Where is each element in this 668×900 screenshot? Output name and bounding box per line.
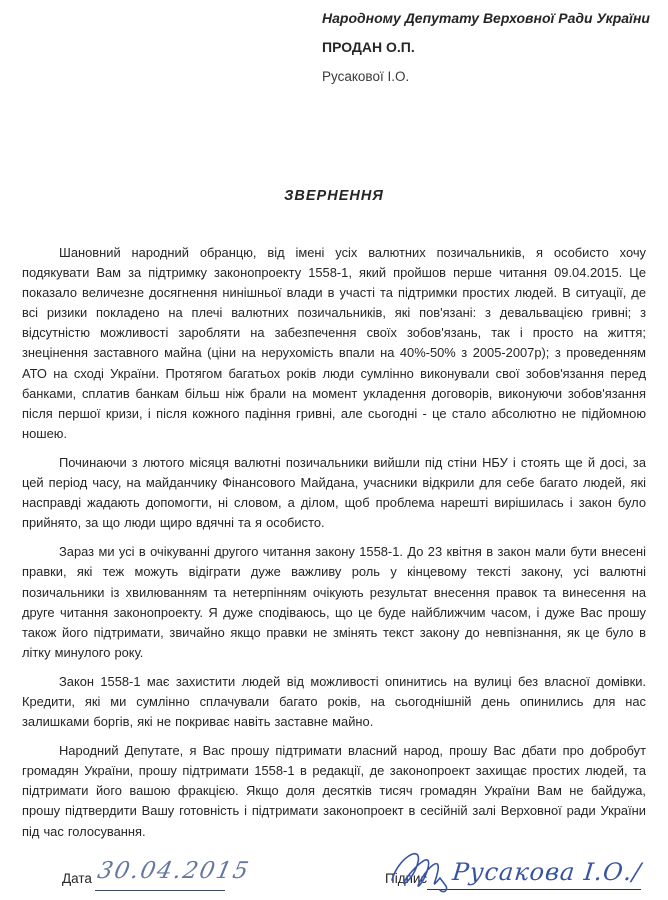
- paragraph-2: Починаючи з лютого місяця валютні позичальники вийшли під стіни НБУ і стоять ще й досі, за цей період часу, на майданчику Фінансового Майдана, учасники відкрили для себе багато людей, які насправді жадають допомогти, ні словом, а ділом, щоб проблема нарешті вирішилась і закон було прийнято, за що люди щиро вдячні та я особисто.: [22, 454, 646, 531]
- paragraph-3: Зараз ми усі в очікуванні другого читання закону 1558-1. До 23 квітня в закон мали бути внесені правки, які теж можуть відіграти дуже важливу роль у кінцевому тексті закону, усі валютні позичальники із хвилюванням та нетерпінням очікують результат внесення правок та винесення на друге читання законопроекту. Я дуже сподіваюсь, що це буде найближчим часом, і дуже Вас прошу також його підтримати, звичайно якщо правки не змінять текст закону до невпізнання, як це було в літку минулого року.: [22, 544, 646, 660]
- date-label: Дата: [62, 871, 92, 886]
- signature-text: Русакова І.О./: [451, 858, 643, 886]
- signature-label: Підпис: [385, 871, 428, 886]
- paragraph-5: Народний Депутате, я Вас прошу підтримати власний народ, прошу Вас дбати про добробут громадян України, прошу підтримати 1558-1 в редакції, де законопроект захищає простих людей, та підтримати його вашою фракцією. Якщо доля десятків тисяч громадян України Вам не байдужа, прошу підтвердити Вашу готовність і підтримати законопроект в сесійній залі Верховної ради України під час голосування.: [22, 743, 646, 839]
- handwritten-signature: [388, 840, 664, 898]
- paragraph-4: Закон 1558-1 має захистити людей від можливості опинитись на вулиці без власної домівки. Кредити, які ми сумлінно сплачували багато років, на сьогоднішній день опинились для нас залишками боргів, які не покриває навіть заставне майно.: [22, 673, 646, 730]
- date-underline: [95, 890, 225, 891]
- document-body: [22, 243, 646, 851]
- handwritten-date: 30.04.2015: [95, 858, 253, 884]
- addressee-block: [322, 10, 652, 84]
- sender-name: Русакової І.О.: [322, 69, 410, 84]
- signature-flourish-icon: [392, 854, 447, 892]
- addressee-title: Народному Депутату Верховної Ради України: [322, 10, 650, 26]
- addressee-name: ПРОДАН О.П.: [322, 39, 415, 55]
- document-title: ЗВЕРНЕННЯ: [284, 188, 384, 204]
- paragraph-1: Шановний народний обранцю, від імені усіх валютних позичальників, я особисто хочу подякувати Вам за підтримку законопроекту 1558-1, який пройшов перше читання 09.04.2015. Це показало величезне досягнення нинішньої влади в участі та підтримки простих людей. В ситуації, де всі ризики покладено на плечі валютних позичальників, які пов'язані: з девальвацією гривні; з відсутністю можливості заробляти на забезпечення своїх зобов'язань, так і просто на життя; знецінення заставного майна (ціни на нерухомість впали на 40%-50% з 2005-2007р); з проведенням АТО на сході України. Протягом багатьох років люди сумлінно виконували свої зобов'язання перед банками, сплатив банкам більш ніж брали на момент укладення договорів, виконуючи зобов'язання після першої кризи, і після кожного падіння гривні, але сьогодні - це стало абсолютно не підйомною ношею.: [22, 245, 646, 441]
